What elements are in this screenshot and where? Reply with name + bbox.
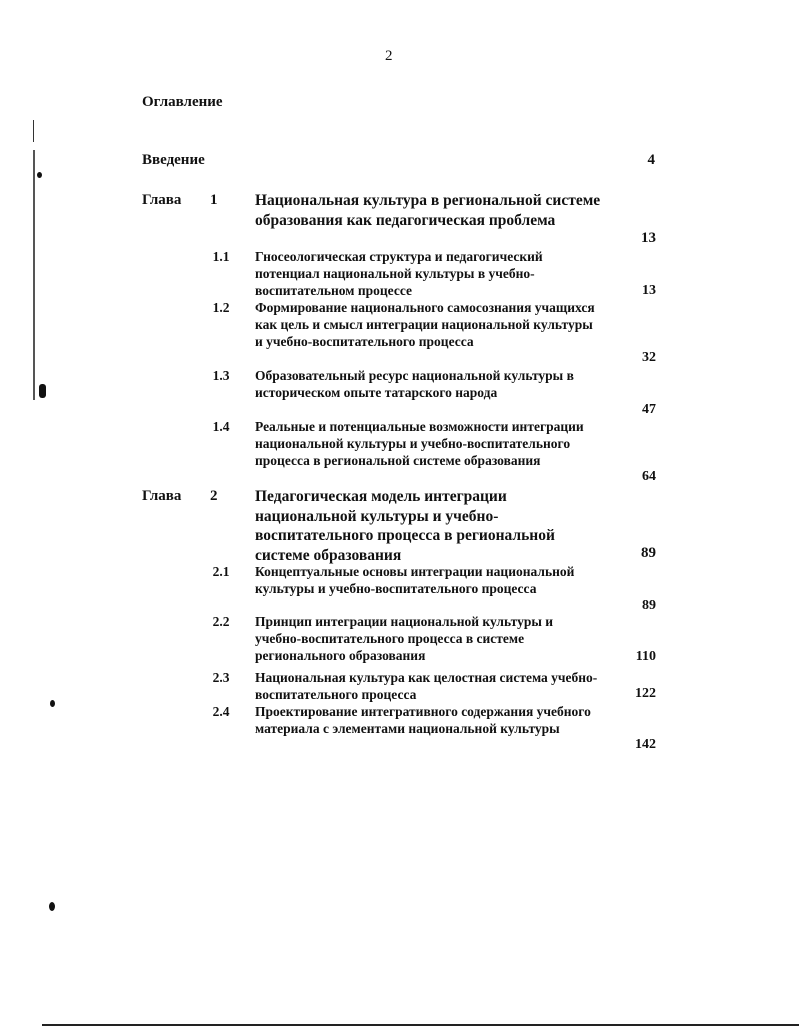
section-page: 13 <box>642 283 656 298</box>
section-page: 122 <box>635 686 656 701</box>
chapter-number: 2 <box>210 488 218 504</box>
section-title: Концептуальные основы интеграции национальной культуры и учебно-воспитательного процесса <box>255 564 575 596</box>
scan-mark <box>50 700 55 707</box>
section-page: 32 <box>642 350 656 365</box>
page-number: 2 <box>385 48 393 64</box>
chapter-page: 13 <box>641 230 656 246</box>
chapter-page: 89 <box>641 545 656 561</box>
section-page: 47 <box>642 402 656 417</box>
toc-intro-label: Введение <box>142 152 205 168</box>
toc-intro-page: 4 <box>647 152 655 168</box>
chapter-label: Глава <box>142 488 182 504</box>
section-number: 2.4 <box>212 704 230 719</box>
chapter-label: Глава <box>142 192 182 208</box>
section-title: Национальная культура как целостная система учебно-воспитательного процесса <box>255 670 598 702</box>
section-page: 89 <box>642 598 656 613</box>
section-title: Принцип интеграции национальной культуры и учебно-воспитательного процесса в системе регионального образования <box>255 614 554 663</box>
scan-edge-line <box>33 150 35 400</box>
section-number: 2.3 <box>212 670 230 685</box>
chapter-title: Национальная культура в региональной системе образования как педагогическая проблема <box>255 192 601 229</box>
section-title: Образовательный ресурс национальной культуры в историческом опыте татарского народа <box>255 368 574 400</box>
section-page: 110 <box>635 649 656 664</box>
chapter-title: Педагогическая модель интеграции национальной культуры и учебно-воспитательного процесса в региональной системе образования <box>255 488 555 564</box>
section-number: 2.2 <box>212 614 230 629</box>
section-number: 1.4 <box>212 419 230 434</box>
scan-bottom-rule <box>42 1024 799 1026</box>
scan-mark <box>49 902 55 911</box>
section-title: Формирование национального самосознания учащихся как цель и смысл интеграции национальной культуры и учебно-воспитательного процесса <box>255 300 595 349</box>
chapter-number: 1 <box>210 192 218 208</box>
section-number: 2.1 <box>212 564 230 579</box>
section-number: 1.2 <box>212 300 230 315</box>
section-page: 64 <box>642 469 656 484</box>
scan-edge-line <box>33 120 34 142</box>
scan-mark <box>39 384 46 398</box>
section-number: 1.3 <box>212 368 230 383</box>
section-title: Реальные и потенциальные возможности интеграции национальной культуры и учебно-воспитательного процесса в региональной системе образования <box>255 419 584 468</box>
toc-heading: Оглавление <box>142 94 223 110</box>
section-title: Проектирование интегративного содержания учебного материала с элементами национальной культуры <box>255 704 591 736</box>
section-page: 142 <box>635 737 656 752</box>
section-title: Гносеологическая структура и педагогический потенциал национальной культуры в учебно-воспитательном процессе <box>255 249 543 298</box>
section-number: 1.1 <box>212 249 230 264</box>
scan-mark <box>37 172 42 178</box>
